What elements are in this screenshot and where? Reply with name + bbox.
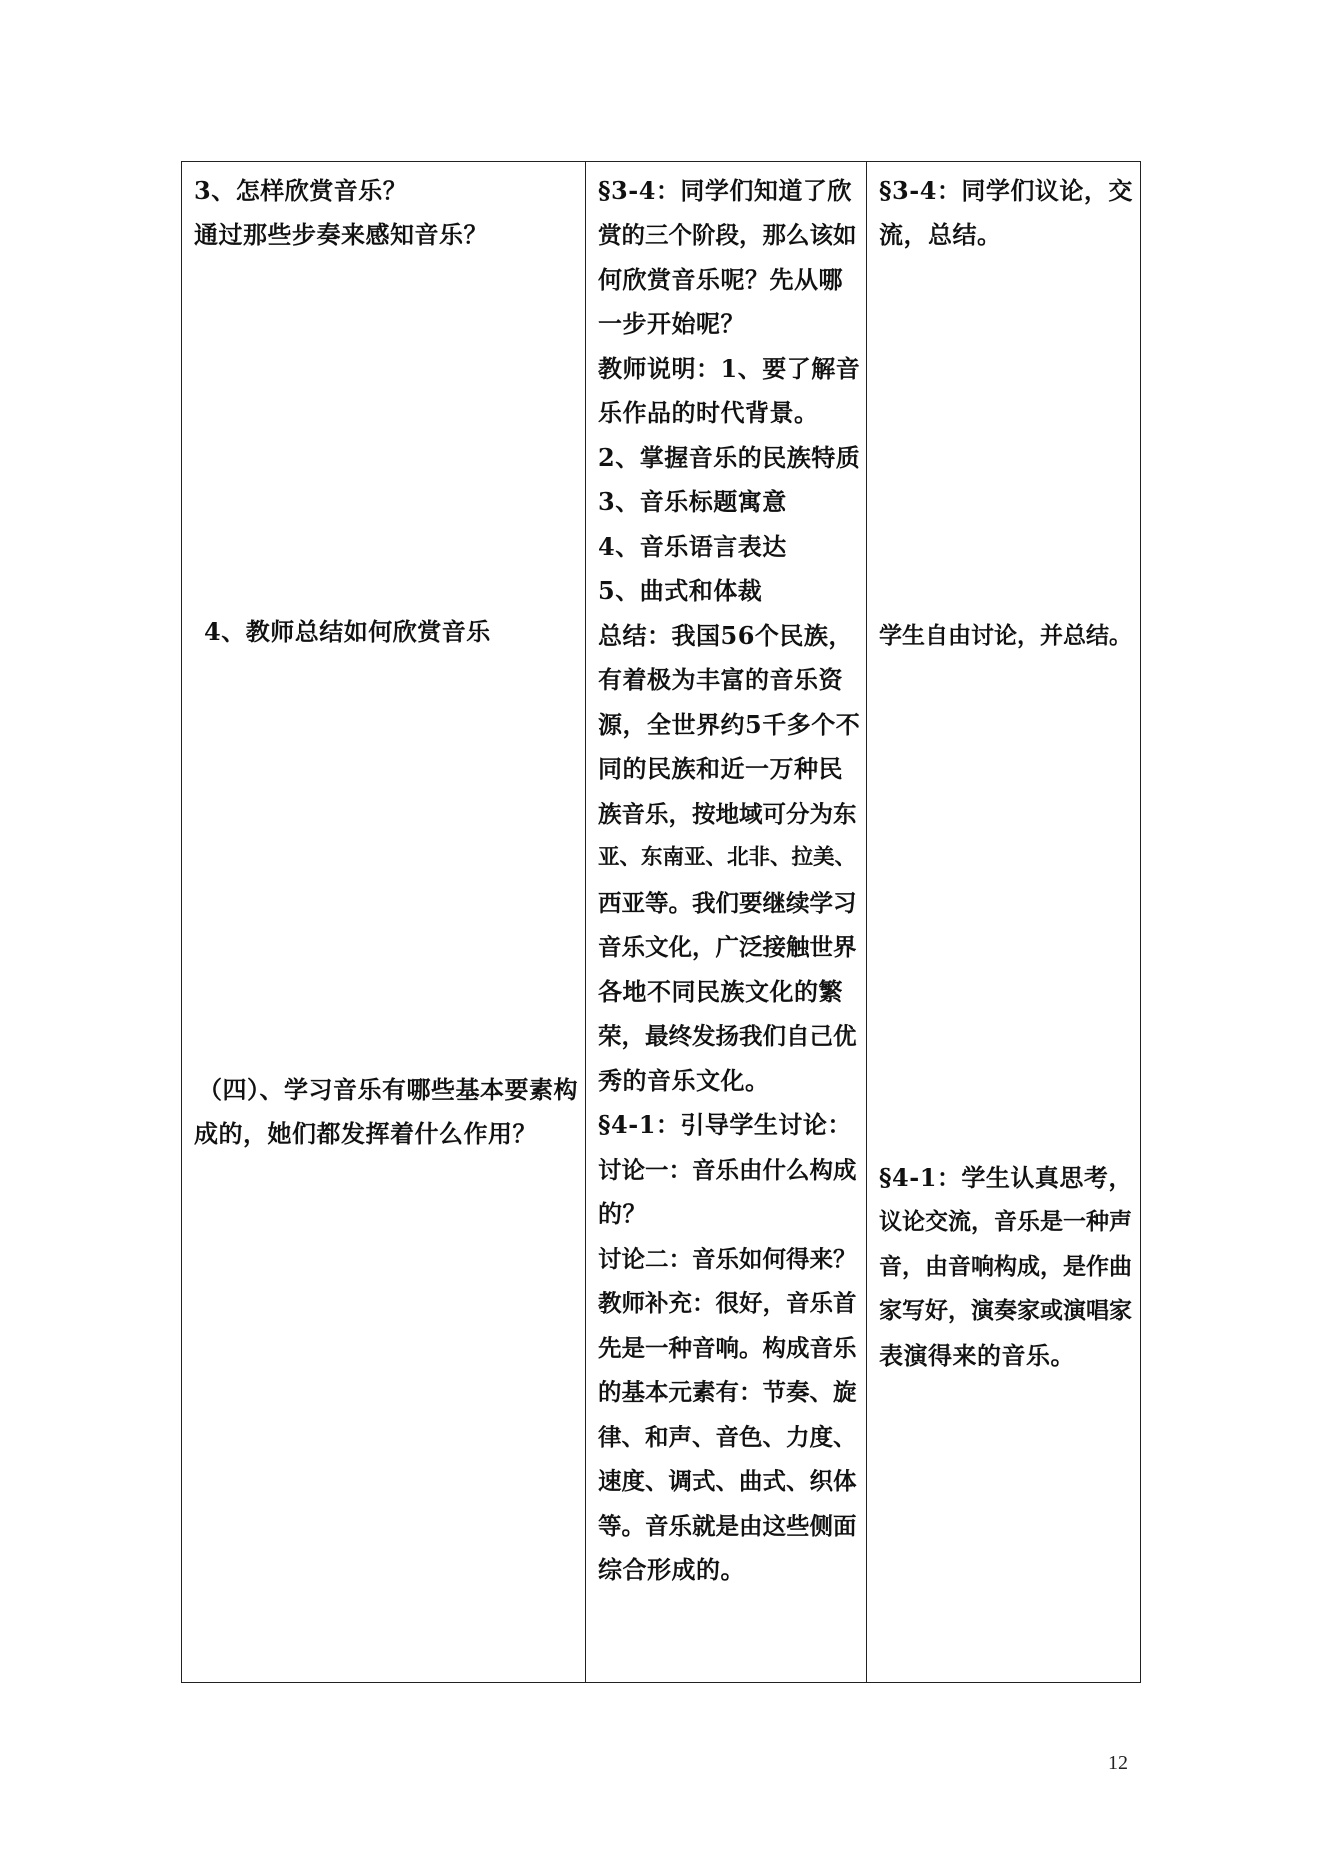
teacher-line: 秀的音乐文化。 xyxy=(598,1066,770,1095)
content-line: （四）、学习音乐有哪些基本要素构 xyxy=(198,1075,578,1104)
teacher-line: 西亚等。我们要继续学习 xyxy=(598,889,857,917)
teacher-line: 荣，最终发扬我们自己优 xyxy=(598,1022,857,1050)
content-line: 成的，她们都发挥着什么作用？ xyxy=(194,1119,537,1148)
teacher-line: 赏的三个阶段，那么该如 xyxy=(598,221,857,249)
teacher-line: 教师补充：很好，音乐首 xyxy=(598,1289,857,1317)
content-line: 3、怎样欣赏音乐？ xyxy=(194,176,408,205)
teacher-line: 亚、东南亚、北非、拉美、 xyxy=(598,845,857,870)
teacher-line: 各地不同民族文化的繁 xyxy=(598,977,843,1006)
student-line: 议论交流，音乐是一种声 xyxy=(879,1208,1132,1235)
student-line: §4-1：学生认真思考， xyxy=(879,1163,1133,1192)
student-line: 学生自由讨论，并总结。 xyxy=(879,622,1132,649)
teacher-line: 音乐文化，广泛接触世界 xyxy=(598,933,857,961)
teacher-line: 5、曲式和体裁 xyxy=(598,576,763,605)
teacher-line: 的？ xyxy=(598,1199,647,1228)
column-teaching-content xyxy=(182,162,585,1682)
page-number: 12 xyxy=(1108,1752,1128,1774)
content-line: 4、教师总结如何欣赏音乐 xyxy=(204,617,491,646)
student-line: §3-4：同学们议论，交 xyxy=(879,176,1133,205)
teacher-line: 律、和声、音色、力度、 xyxy=(598,1423,857,1451)
teacher-line: 教师说明：1、要了解音 xyxy=(598,354,861,383)
student-line: 流，总结。 xyxy=(879,220,1002,249)
teacher-line: 族音乐，按地域可分为东 xyxy=(598,800,857,828)
teacher-line: §3-4：同学们知道了欣 xyxy=(598,176,852,205)
teacher-line: 源，全世界约5千多个不 xyxy=(598,710,861,739)
teacher-line: 先是一种音响。构成音乐 xyxy=(598,1334,857,1362)
teacher-line: 一步开始呢？ xyxy=(598,309,745,338)
teacher-line: 速度、调式、曲式、织体 xyxy=(598,1467,857,1495)
teacher-line: 何欣赏音乐呢？先从哪 xyxy=(598,265,843,294)
teacher-line: 3、音乐标题寓意 xyxy=(598,487,787,516)
student-line: 音，由音响构成，是作曲 xyxy=(879,1253,1132,1280)
student-line: 家写好，演奏家或演唱家 xyxy=(879,1297,1132,1324)
teacher-line: 有着极为丰富的音乐资 xyxy=(598,665,843,694)
teacher-line: 等。音乐就是由这些侧面 xyxy=(598,1512,857,1540)
content-line: 通过那些步奏来感知音乐？ xyxy=(194,220,488,249)
lesson-plan-table xyxy=(181,161,1141,1683)
teacher-line: 总结：我国56个民族， xyxy=(598,621,853,650)
teacher-line: §4-1：引导学生讨论： xyxy=(598,1110,852,1139)
column-teacher-activity xyxy=(585,162,867,1682)
student-line: 表演得来的音乐。 xyxy=(879,1341,1075,1370)
teacher-line: 同的民族和近一万种民 xyxy=(598,754,843,783)
column-student-activity xyxy=(866,162,1143,1682)
teacher-line: 讨论二：音乐如何得来？ xyxy=(598,1245,857,1273)
teacher-line: 讨论一：音乐由什么构成 xyxy=(598,1156,857,1184)
teacher-line: 的基本元素有：节奏、旋 xyxy=(598,1378,857,1406)
teacher-line: 2、掌握音乐的民族特质 xyxy=(598,443,861,472)
teacher-line: 综合形成的。 xyxy=(598,1555,745,1584)
teacher-line: 乐作品的时代背景。 xyxy=(598,398,819,427)
teacher-line: 4、音乐语言表达 xyxy=(598,532,787,561)
